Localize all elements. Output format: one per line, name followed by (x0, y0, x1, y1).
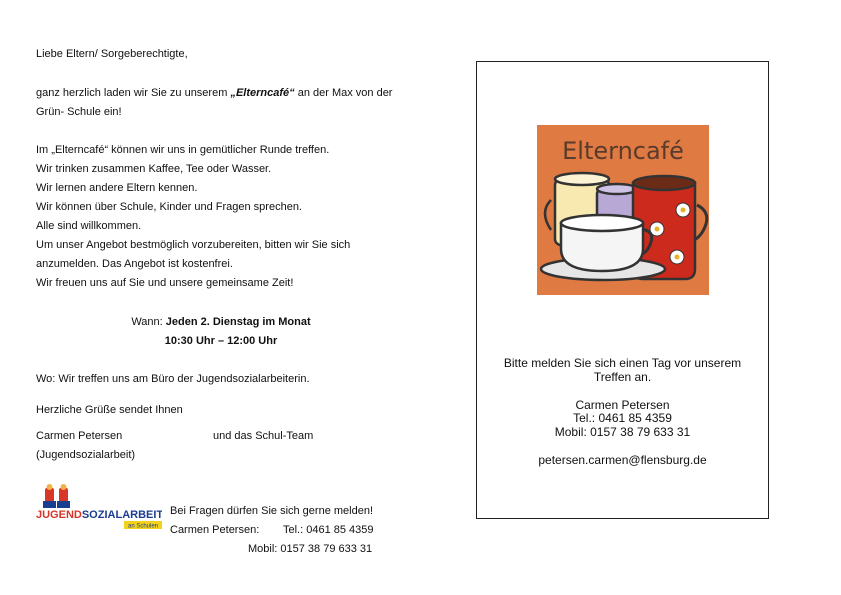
svg-text:JUGENDSOZIALARBEIT (36, 509, 162, 521)
intro-before: ganz herzlich laden wir Sie zu unserem (36, 87, 231, 99)
body-line: Wir lernen andere Eltern kennen. (36, 182, 198, 194)
contact-tel: Tel.: 0461 85 4359 (283, 524, 374, 536)
signer-name: Carmen Petersen (36, 430, 123, 442)
logo-tag: an Schulen (127, 523, 159, 530)
contact-name: Carmen Petersen: (170, 524, 260, 536)
figures-icon (43, 484, 70, 508)
intro-line-1 (36, 84, 392, 103)
when-line (36, 313, 406, 332)
flyer-name: Carmen Petersen (575, 398, 670, 412)
event-name: „Elterncafé“ (230, 87, 295, 99)
flyer-panel (476, 61, 769, 519)
salutation: Liebe Eltern/ Sorgeberechtigte, (36, 48, 188, 60)
body-line: Alle sind willkommen. (36, 220, 142, 232)
register-line-1: Bitte melden Sie sich einen Tag vor unserem (503, 356, 742, 370)
intro-after: an der Max von der (294, 87, 393, 99)
flyer-mobil: Mobil: 0157 38 79 633 31 (554, 425, 691, 439)
illustration-title: Elterncafé (562, 137, 684, 165)
body-line: Um unser Angebot bestmöglich vorzubereiten, bitten wir Sie sich (36, 239, 351, 251)
body-line: Im „Elterncafé“ können wir uns in gemütlicher Runde treffen. (36, 144, 330, 156)
body-line: anzumelden. Das Angebot ist kostenfrei. (36, 258, 233, 270)
when-value: Jeden 2. Dienstag im Monat (165, 316, 311, 328)
jugendsozialarbeit-logo (36, 484, 162, 530)
body-line: Wir trinken zusammen Kaffee, Tee oder Wasser. (36, 163, 272, 175)
register-line-2: Treffen an. (593, 370, 652, 384)
time-line: 10:30 Uhr – 12:00 Uhr (164, 335, 278, 347)
elterncafe-illustration (537, 125, 709, 295)
when-label: Wann: (131, 316, 166, 328)
intro-line-2: Grün- Schule ein! (36, 106, 122, 118)
signer-role: (Jugendsozialarbeit) (36, 449, 136, 461)
body-paragraph (36, 141, 350, 293)
where-line: Wo: Wir treffen uns am Büro der Jugendsozialarbeiterin. (36, 373, 310, 385)
body-line: Wir freuen uns auf Sie und unsere gemeinsame Zeit! (36, 277, 294, 289)
logo-word-3: ARBEIT (122, 509, 162, 521)
questions-line: Bei Fragen dürfen Sie sich gerne melden! (170, 505, 374, 517)
flyer-tel: Tel.: 0461 85 4359 (573, 411, 672, 425)
signer-team: und das Schul-Team (213, 430, 314, 442)
body-line: Wir können über Schule, Kinder und Fragen sprechen. (36, 201, 302, 213)
contact-mobil: Mobil: 0157 38 79 633 31 (248, 543, 373, 555)
logo-word-1: JUGEND (36, 509, 82, 521)
logo-word-2: SOZIAL (81, 509, 123, 521)
closing-line: Herzliche Grüße sendet Ihnen (36, 404, 183, 416)
flyer-email[interactable]: petersen.carmen@flensburg.de (538, 453, 707, 467)
